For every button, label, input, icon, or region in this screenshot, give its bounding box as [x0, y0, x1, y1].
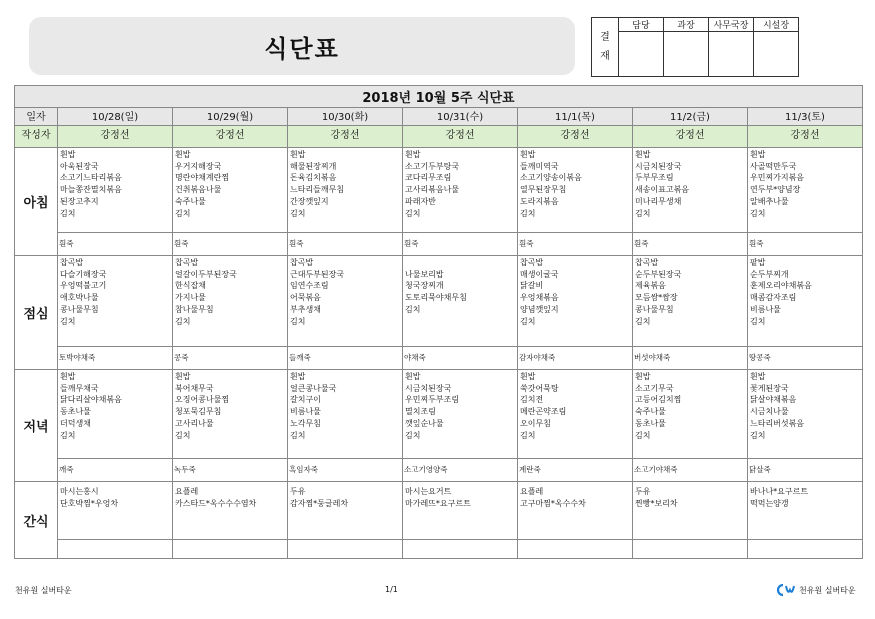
menu-item: 김치	[635, 208, 651, 218]
menu-cell	[518, 370, 633, 459]
menu-item	[405, 257, 515, 269]
porridge-cell: 닭살죽	[748, 459, 863, 482]
menu-item: 고구마찜*옥수수차	[520, 498, 586, 508]
menu-item: 고등어김치찜	[635, 395, 682, 405]
menu-item: 김치	[175, 208, 191, 218]
approval-role: 담당	[619, 18, 664, 32]
menu-item: 고사리볶음나물	[405, 185, 460, 195]
menu-cell	[748, 370, 863, 459]
menu-item: 소고기두부탕국	[405, 161, 460, 171]
menu-item: 노각무침	[290, 418, 321, 428]
porridge-cell: 들깨죽	[288, 347, 403, 370]
menu-item: 흰밥	[60, 372, 76, 381]
menu-item: 소고기무국	[635, 383, 674, 393]
menu-item: 김치	[405, 430, 421, 440]
menu-item: 김치	[290, 208, 306, 218]
meal-label: 아침	[15, 148, 58, 256]
menu-item: 가지나물	[175, 293, 206, 303]
menu-item: 도토리묵야채무침	[405, 293, 467, 303]
porridge-row	[15, 233, 863, 256]
porridge-cell: 흰죽	[173, 233, 288, 256]
menu-item: 청국장찌개	[405, 281, 444, 291]
approval-signature-cell[interactable]	[619, 32, 664, 77]
approval-signature-cell[interactable]	[709, 32, 754, 77]
writer-cell: 강정선	[633, 126, 748, 148]
porridge-cell	[633, 540, 748, 559]
approval-signature-cell[interactable]	[754, 32, 799, 77]
menu-item: 도라지볶음	[520, 196, 559, 206]
menu-cell	[173, 370, 288, 459]
menu-item: 갈치구이	[290, 395, 321, 405]
date-cell: 10/31(수)	[403, 108, 518, 126]
menu-item: 감자찜*둥글레차	[290, 498, 349, 508]
menu-item: 돈육김치볶음	[290, 173, 337, 183]
porridge-cell	[518, 540, 633, 559]
menu-item: 흰밥	[520, 372, 536, 381]
porridge-cell: 흰죽	[58, 233, 173, 256]
menu-item: 요플레	[520, 487, 544, 496]
porridge-cell: 깨죽	[58, 459, 173, 482]
menu-item: 김치전	[520, 395, 544, 405]
menu-cell	[403, 256, 518, 347]
menu-item: 시금치된장국	[635, 161, 682, 171]
footer-facility-name: 천유원 실버타운	[15, 586, 72, 595]
menu-item: 두부무조림	[635, 173, 674, 183]
date-row	[15, 108, 863, 126]
writer-label: 작성자	[15, 126, 58, 148]
porridge-row	[15, 347, 863, 370]
menu-item: 김치	[635, 316, 651, 326]
porridge-cell: 감자야채죽	[518, 347, 633, 370]
porridge-cell	[403, 540, 518, 559]
menu-item: 카스타드*옥수수수염차	[175, 498, 257, 508]
menu-item: 흰밥	[290, 150, 306, 159]
menu-item: 동초나물	[635, 418, 666, 428]
menu-item: 팥밥	[750, 258, 766, 267]
writer-row	[15, 126, 863, 148]
menu-item: 김치	[520, 208, 536, 218]
menu-item: 김치	[290, 316, 306, 326]
menu-item: 흰밥	[175, 372, 191, 381]
menu-item: 소고기느타리볶음	[60, 173, 122, 183]
menu-cell	[58, 256, 173, 347]
menu-item: 참나물무침	[175, 304, 214, 314]
menu-item: 단호박찜*우엉차	[60, 498, 119, 508]
menu-item: 김치	[520, 316, 536, 326]
menu-item: 흰밥	[635, 150, 651, 159]
menu-table	[14, 85, 863, 559]
menu-item: 파래자반	[405, 196, 436, 206]
menu-item: 마시는홍시	[60, 487, 99, 496]
meal-label: 저녁	[15, 370, 58, 482]
porridge-cell: 흰죽	[403, 233, 518, 256]
menu-cell	[173, 148, 288, 233]
menu-item: 멸치조림	[405, 407, 436, 417]
menu-item: 양념깻잎지	[520, 304, 559, 314]
menu-item: 찹곡밥	[60, 258, 84, 267]
writer-cell: 강정선	[748, 126, 863, 148]
menu-item: 얼큰콩나물국	[290, 383, 337, 393]
menu-item: 비름나물	[750, 304, 781, 314]
menu-item: 열무된장무침	[520, 185, 567, 195]
menu-item: 마가레뜨*요구르트	[405, 498, 471, 508]
writer-cell: 강정선	[58, 126, 173, 148]
menu-item: 콩나물무침	[635, 304, 674, 314]
menu-item: 새송이표고볶음	[635, 185, 690, 195]
menu-item: 미나리무생채	[635, 196, 682, 206]
menu-item: 메란곤약조림	[520, 407, 567, 417]
menu-item: 김치	[60, 316, 76, 326]
writer-cell: 강정선	[403, 126, 518, 148]
menu-cell	[633, 148, 748, 233]
porridge-cell: 야채죽	[403, 347, 518, 370]
menu-item: 근대두부된장국	[290, 269, 345, 279]
menu-item: 요플레	[175, 487, 199, 496]
menu-item: 우거지해장국	[175, 161, 222, 171]
menu-item: 아욱된장국	[60, 161, 99, 171]
menu-item: 연두부*양념장	[750, 185, 801, 195]
writer-cell: 강정선	[173, 126, 288, 148]
menu-item: 우민찌가지볶음	[750, 173, 805, 183]
porridge-cell	[58, 540, 173, 559]
menu-cell	[518, 256, 633, 347]
writer-cell: 강정선	[288, 126, 403, 148]
menu-item: 찹곡밥	[290, 258, 314, 267]
menu-item: 제육볶음	[635, 281, 666, 291]
menu-cell	[633, 370, 748, 459]
menu-item: 김치	[405, 208, 421, 218]
menu-item: 더덕생채	[60, 418, 91, 428]
menu-item: 얼갈이두부된장국	[175, 269, 237, 279]
menu-item: 느타리버섯볶음	[750, 418, 805, 428]
menu-item: 우엉채볶음	[520, 293, 559, 303]
menu-item: 동초나물	[60, 407, 91, 417]
menu-item: 간장깻잎지	[290, 196, 329, 206]
menu-item: 모듬쌈*쌈장	[635, 293, 678, 303]
date-label: 일자	[15, 108, 58, 126]
menu-item: 우엉떡불고기	[60, 281, 107, 291]
menu-item: 김치	[290, 430, 306, 440]
menu-item: 마늘쫑잔멸치볶음	[60, 185, 122, 195]
approval-label-2: 재	[600, 51, 610, 62]
menu-item: 마시는요거트	[405, 487, 452, 496]
menu-cell	[403, 370, 518, 459]
porridge-cell: 소고기야채죽	[633, 459, 748, 482]
menu-item: 한식잡채	[175, 281, 206, 291]
menu-item: 김치	[60, 208, 76, 218]
menu-item: 흰밥	[60, 150, 76, 159]
menu-item: 김치	[175, 430, 191, 440]
menu-item: 오징어콩나물찜	[175, 395, 230, 405]
menu-item: 김치	[520, 430, 536, 440]
menu-item: 흰밥	[405, 372, 421, 381]
date-cell: 10/29(월)	[173, 108, 288, 126]
menu-item: 사골떡만두국	[750, 161, 797, 171]
menu-item: 시금치된장국	[405, 383, 452, 393]
menu-item: 쑥갓어묵탕	[520, 383, 559, 393]
menu-item: 흰밥	[635, 372, 651, 381]
menu-item: 청포묵김무침	[175, 407, 222, 417]
meal-row	[15, 148, 863, 233]
porridge-cell: 흑임자죽	[288, 459, 403, 482]
menu-item: 김치	[750, 316, 766, 326]
menu-item: 어묵볶음	[290, 293, 321, 303]
porridge-cell: 녹두죽	[173, 459, 288, 482]
porridge-cell: 콩죽	[173, 347, 288, 370]
menu-cell	[58, 482, 173, 540]
porridge-cell: 땅콩죽	[748, 347, 863, 370]
menu-item: 다슬기해장국	[60, 269, 107, 279]
menu-item: 김치	[635, 430, 651, 440]
porridge-cell	[748, 540, 863, 559]
menu-item: 된장고추지	[60, 196, 99, 206]
menu-item: 들깨무채국	[60, 383, 99, 393]
approval-signature-cell[interactable]	[664, 32, 709, 77]
menu-item: 나물보리밥	[405, 269, 444, 279]
menu-item: 훈제오리야채볶음	[750, 281, 812, 291]
menu-item: 비름나물	[290, 407, 321, 417]
menu-item: 닭살야채볶음	[750, 395, 797, 405]
logo-icon	[775, 583, 797, 597]
menu-item: 흰밥	[175, 150, 191, 159]
menu-item: 숙주나물	[175, 196, 206, 206]
menu-item: 흰밥	[520, 150, 536, 159]
menu-item: 흰밥	[750, 150, 766, 159]
menu-item: 코다리무조림	[405, 173, 452, 183]
menu-cell	[518, 482, 633, 540]
porridge-cell: 계란죽	[518, 459, 633, 482]
date-cell: 10/30(화)	[288, 108, 403, 126]
menu-item: 두유	[635, 487, 651, 496]
menu-item: 우민찌두부조림	[405, 395, 460, 405]
porridge-cell	[288, 540, 403, 559]
footer-logo	[775, 583, 856, 597]
menu-item: 북어채무국	[175, 383, 214, 393]
menu-item: 매콤감자조림	[750, 293, 797, 303]
menu-item: 찹곡밥	[520, 258, 544, 267]
porridge-row	[15, 540, 863, 559]
menu-item: 오이무침	[520, 418, 551, 428]
menu-cell	[403, 148, 518, 233]
approval-table	[591, 17, 799, 77]
porridge-cell: 흰죽	[748, 233, 863, 256]
page-title: 식단표	[264, 35, 340, 63]
date-cell: 11/2(금)	[633, 108, 748, 126]
menu-item: 숙주나물	[635, 407, 666, 417]
menu-item: 순두부찌개	[750, 269, 789, 279]
date-cell: 11/3(토)	[748, 108, 863, 126]
meal-label: 간식	[15, 482, 58, 559]
porridge-cell: 흰죽	[288, 233, 403, 256]
menu-cell	[288, 256, 403, 347]
menu-item: 김치	[750, 208, 766, 218]
meal-label: 점심	[15, 256, 58, 370]
menu-item: 시금치나물	[750, 407, 789, 417]
menu-cell	[403, 482, 518, 540]
menu-cell	[173, 256, 288, 347]
meal-row	[15, 256, 863, 347]
menu-cell	[633, 482, 748, 540]
menu-item: 깻잎순나물	[405, 418, 444, 428]
menu-cell	[58, 370, 173, 459]
menu-item: 소고기양송이볶음	[520, 173, 582, 183]
menu-item: 들깨미역국	[520, 161, 559, 171]
menu-item: 꽃게된장국	[750, 383, 789, 393]
menu-item: 닭갈비	[520, 281, 544, 291]
menu-item: 임연수조림	[290, 281, 329, 291]
menu-cell	[288, 370, 403, 459]
menu-item: 명란야채계란찜	[175, 173, 230, 183]
porridge-cell: 버섯야채죽	[633, 347, 748, 370]
date-cell: 10/28(일)	[58, 108, 173, 126]
menu-cell	[748, 256, 863, 347]
porridge-row	[15, 459, 863, 482]
approval-role: 과장	[664, 18, 709, 32]
menu-item: 고사리나물	[175, 418, 214, 428]
menu-item: 건취볶음나물	[175, 185, 222, 195]
menu-item: 떡먹는양갱	[750, 498, 789, 508]
menu-item: 흰밥	[750, 372, 766, 381]
menu-cell	[748, 482, 863, 540]
menu-item: 애호박나물	[60, 293, 99, 303]
menu-cell	[748, 148, 863, 233]
menu-item: 흰밥	[405, 150, 421, 159]
menu-item: 찐빵*보리차	[635, 498, 678, 508]
menu-item: 김치	[750, 430, 766, 440]
menu-item: 두유	[290, 487, 306, 496]
menu-item: 찹곡밥	[635, 258, 659, 267]
menu-item: 해물된장찌개	[290, 161, 337, 171]
menu-cell	[288, 148, 403, 233]
menu-item: 바나나*요구르트	[750, 487, 809, 496]
writer-cell: 강정선	[518, 126, 633, 148]
menu-cell	[173, 482, 288, 540]
menu-item: 순두부된장국	[635, 269, 682, 279]
porridge-cell: 흰죽	[633, 233, 748, 256]
menu-item: 김치	[175, 316, 191, 326]
menu-item: 김치	[60, 430, 76, 440]
title-banner	[29, 17, 575, 75]
approval-label-1: 결	[600, 32, 610, 43]
menu-item: 매생이굴국	[520, 269, 559, 279]
menu-cell	[633, 256, 748, 347]
porridge-cell	[173, 540, 288, 559]
menu-cell	[518, 148, 633, 233]
approval-role: 사무국장	[709, 18, 754, 32]
approval-role: 시설장	[754, 18, 799, 32]
menu-item: 찹곡밥	[175, 258, 199, 267]
meal-row	[15, 482, 863, 540]
menu-item: 흰밥	[290, 372, 306, 381]
porridge-cell: 토박야채죽	[58, 347, 173, 370]
menu-item: 부추생채	[290, 304, 321, 314]
menu-item: 닭다리살야채볶음	[60, 395, 122, 405]
footer-page-number: 1/1	[385, 585, 398, 594]
porridge-cell: 소고기영양죽	[403, 459, 518, 482]
date-cell: 11/1(목)	[518, 108, 633, 126]
menu-item: 알배추나물	[750, 196, 789, 206]
menu-title: 2018년 10월 5주 식단표	[15, 86, 863, 108]
footer-logo-text: 천유원 실버타운	[799, 585, 856, 595]
porridge-cell: 흰죽	[518, 233, 633, 256]
menu-cell	[58, 148, 173, 233]
menu-item: 콩나물무침	[60, 304, 99, 314]
menu-item: 김치	[405, 304, 421, 314]
menu-cell	[288, 482, 403, 540]
meal-row	[15, 370, 863, 459]
approval-label	[592, 18, 619, 77]
menu-item: 느타리들깨무침	[290, 185, 345, 195]
